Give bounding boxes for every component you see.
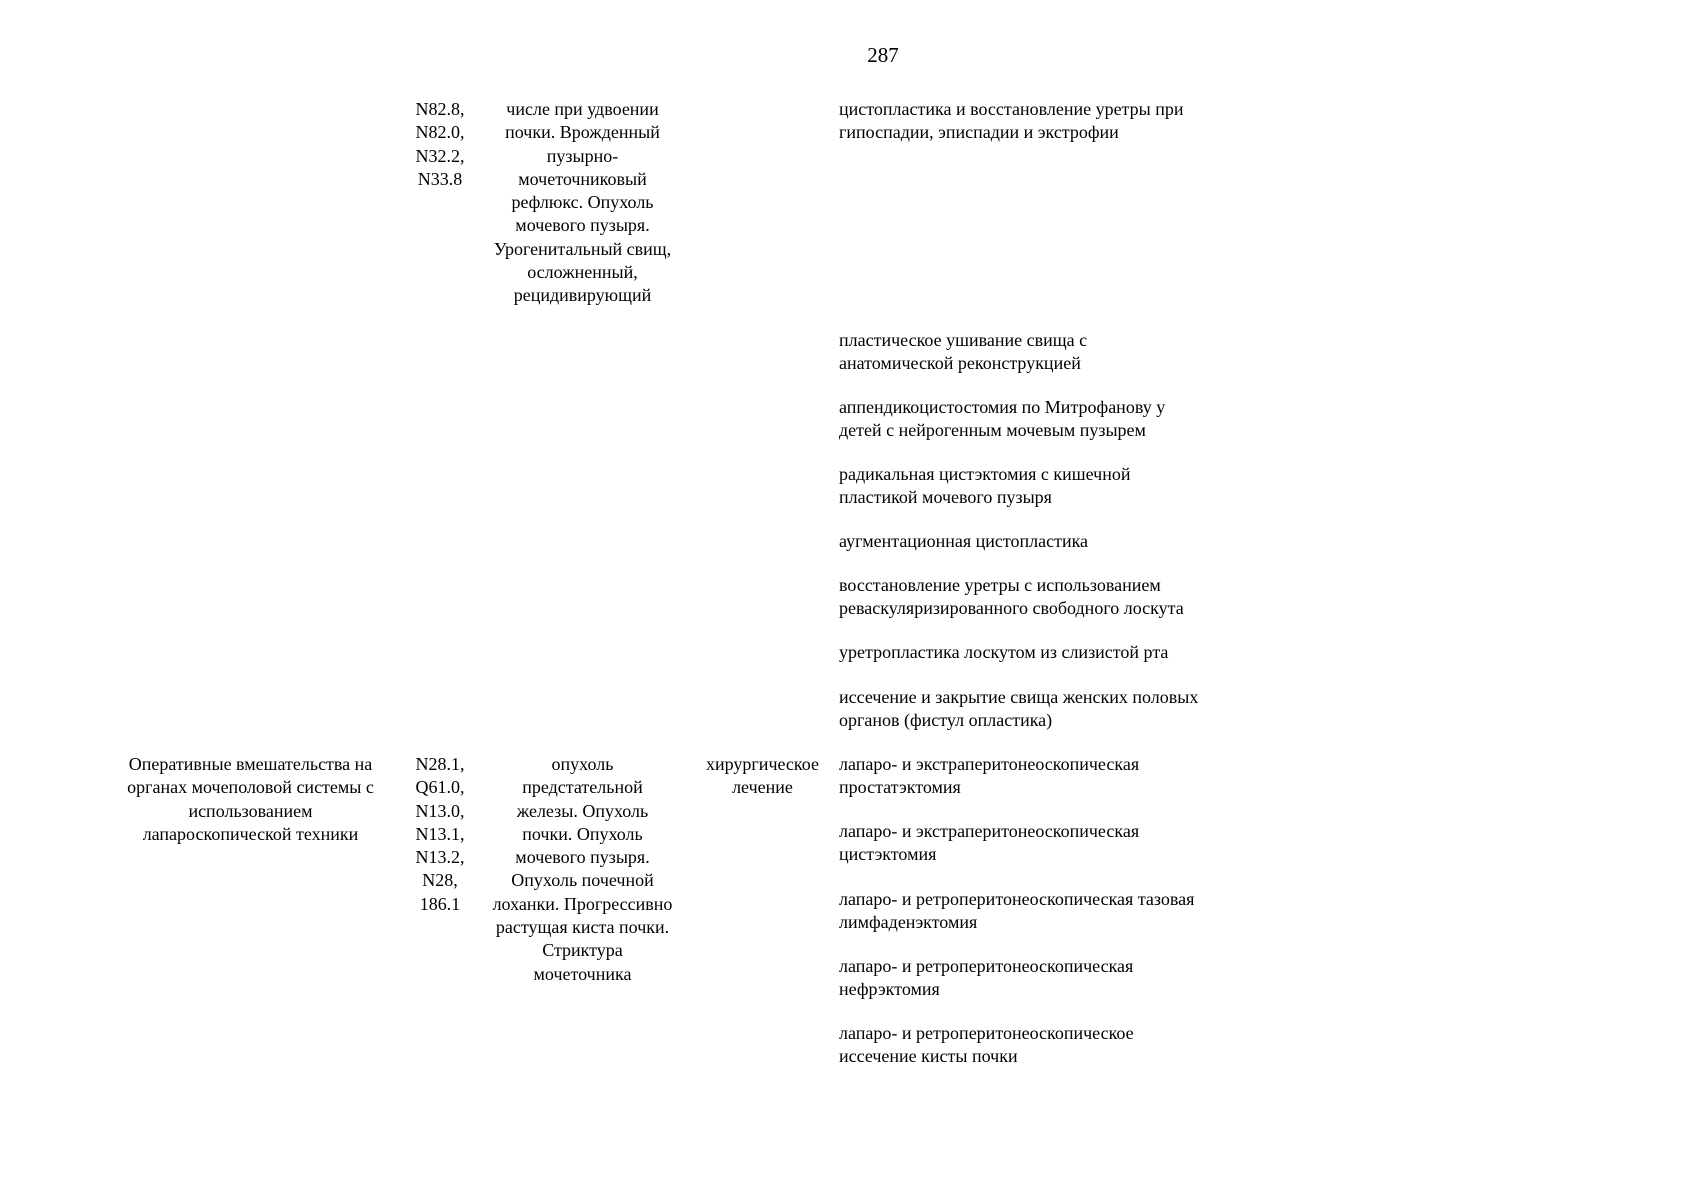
method-item: уретропластика лоскутом из слизистой рта: [839, 642, 1169, 662]
method-item: цистопластика и восстановление уретры при гипоспадии, эписпадии и экстрофии: [839, 99, 1184, 143]
method-item: аппендикоцистостомия по Митрофанову у детей с нейрогенным мочевым пузырем: [839, 397, 1166, 441]
method-item: аугментационная цистопластика: [839, 531, 1089, 551]
method-item: радикальная цистэктомия с кишечной пластикой мочевого пузыря: [839, 464, 1131, 508]
condition-description: числе при удвоении почки. Врожденный пузырно- мочеточниковый рефлюкс. Опухоль мочевого пузыря. Урогенитальный свищ, осложненный, рецидивирующий: [493, 99, 672, 306]
method-item: лапаро- и ретроперитонеоскопическая нефрэктомия: [839, 956, 1134, 1000]
method-item: лапаро- и экстраперитонеоскопическая цистэктомия: [839, 821, 1140, 865]
page-number: 287: [867, 43, 899, 67]
treatment-type: хирургическое лечение: [706, 754, 819, 798]
method-item: лапаро- и экстраперитонеоскопическая простатэктомия: [839, 754, 1140, 798]
method-item: лапаро- и ретроперитонеоскопическая тазовая лимфаденэктомия: [839, 889, 1195, 933]
diagnosis-codes: N28.1, Q61.0, N13.0, N13.1, N13.2, N28, 186.1: [415, 754, 465, 914]
intervention-name: Оперативные вмешательства на органах мочеполовой системы с использованием лапароскопической техники: [127, 754, 374, 844]
method-item: иссечение и закрытие свища женских половых органов (фистул опластика): [839, 687, 1199, 731]
method-item: восстановление уретры с использованием реваскуляризированного свободного лоскута: [839, 575, 1184, 619]
diagnosis-codes: N82.8, N82.0, N32.2, N33.8: [415, 99, 465, 189]
condition-description: опухоль предстательной железы. Опухоль почки. Опухоль мочевого пузыря. Опухоль почечной лоханки. Прогрессивно растущая киста почки. Стриктура мочеточника: [492, 754, 673, 984]
method-item: лапаро- и ретроперитонеоскопическое иссечение кисты почки: [839, 1023, 1134, 1067]
method-item: пластическое ушивание свища с анатомической реконструкцией: [839, 330, 1088, 374]
